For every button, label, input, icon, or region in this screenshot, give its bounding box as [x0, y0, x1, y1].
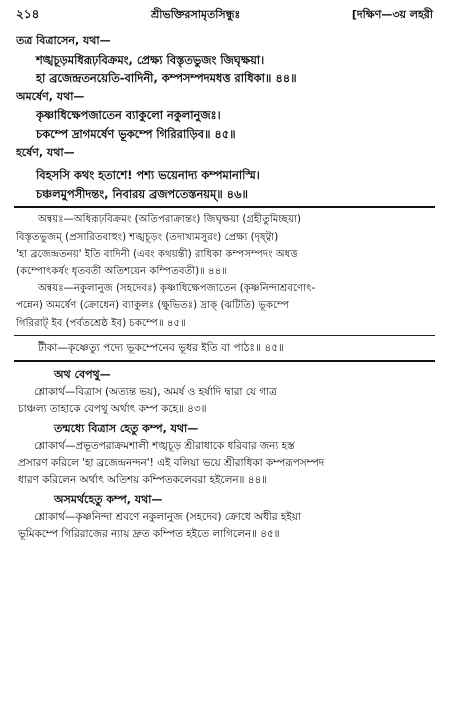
commentary-block [16, 211, 433, 331]
page-number: ২১৪ [16, 7, 40, 21]
running-header [16, 6, 433, 26]
tika-block [16, 339, 433, 357]
verse-block [16, 32, 433, 203]
verse-label: তত্র বিত্রাসেন, যথা— [16, 34, 111, 47]
verse-line: শঙ্খচূড়মধিরূঢ়বিক্রমং, প্রেক্ষ্য বিস্তৃতভুজং জিঘৃক্ষয়া। [36, 52, 265, 67]
translation-line: শ্লোকার্থ—বিত্রাস (অত্যন্ত ভয়), অমর্ষ ও হর্ষাদি দ্বারা যে গাত্র [34, 385, 277, 398]
translation-line: শ্লোকার্থ—প্রভূতপরাক্রমশালী শঙ্খচূড় শ্রীরাধাকে ধরিবার জন্য হস্ত [34, 439, 295, 452]
divider [14, 360, 435, 362]
commentary-line: অন্বয়ঃ—অধিরূঢ়বিক্রমং (অতিপরাক্রান্তং) জিঘৃক্ষয়া (গ্রহীতুমিচ্ছয়া) [38, 214, 301, 226]
translation-line: ভূমিকম্পে গিরিরাজের ন্যায় দ্রুত কম্পিত হইতে লাগিলেন॥ ৪৫॥ [18, 528, 280, 541]
translation-line: প্রসারণ করিলে 'হা ব্রজেন্দ্রনন্দন'! এই বলিয়া ভয়ে শ্রীরাধিকা কম্পরূপসম্পদ [18, 456, 325, 469]
translation-line: ধারণ করিলেন অর্থাৎ অতিশয় কম্পিতকলেবরা হইলেন॥ ৪৪॥ [18, 474, 268, 487]
verse-line: হা ব্রজেন্দ্রতনয়েতি-বাদিনী, কম্পসম্পদমধত্ত রাধিকা॥ ৪৪॥ [36, 71, 297, 86]
translation-heading: অথ বেপথু— [54, 367, 111, 381]
verse-label: হর্ষেণ, যথা— [16, 145, 75, 159]
divider [14, 206, 435, 208]
translation-block [16, 365, 433, 544]
commentary-line: গিরিরাট্ ইব (পর্বতশ্রেষ্ঠ ইব) চকম্পে॥ ৪৫॥ [16, 317, 186, 329]
verse-line: চঞ্চলমুপসীদন্তং, নিবারয় ব্রজপতেস্তনয়ম্॥ ৪৬॥ [36, 186, 248, 201]
book-title: শ্রীভক্তিরসামৃতসিন্ধুঃ [150, 8, 241, 21]
tika-line: টীকা—কৃষ্ণেত্যু পদ্যে ভূকম্পেনেব ভূধর ইতি বা পাঠঃ॥ ৪৫॥ [38, 341, 285, 354]
divider [14, 335, 435, 336]
section-label: [দক্ষিণ—৩য় লহরী [351, 8, 433, 21]
commentary-line: বিস্তৃতভুজম্ (প্রসারিতবাহুং) শঙ্খচূড়ং (তদাখ্যমসুরং) প্রেক্ষ্য (দৃষ্ট্বা) [16, 231, 279, 243]
verse-line: কৃষ্ণাধিক্ষেপজাতেন ব্যাকুলো নকুলানুজঃ। [36, 108, 221, 123]
commentary-line: অন্বয়ঃ—নকুলানুজ (সহদেবঃ) কৃষ্ণাধিক্ষেপজাতেন (কৃষ্ণনিন্দাশ্রবণোৎ- [38, 283, 316, 295]
verse-line: চকম্পে দ্রাগমর্ষেণ ভূকম্পে গিরিরাড়িব॥ ৪৫॥ [36, 126, 236, 141]
commentary-line: 'হা ব্রজেন্দ্রতনয়' ইতি বাদিনী (এবং কথয়ন্তী) রাধিকা কম্পসম্পদং অধত্ত [16, 248, 298, 260]
verse-label: অমর্ষেণ, যথা— [16, 89, 85, 103]
translation-heading: অসমর্থহেতু কম্প, যথা— [54, 492, 163, 506]
translation-heading: তন্মধ্যে বিত্রাস হেতু কম্প, যথা— [54, 421, 199, 435]
commentary-line: পন্নেন) অমর্ষেণ (ক্রোধেন) ব্যাকুলঃ (ক্ষুভিতঃ) দ্রাক্ (ঝটিতি) ভূকম্পে [16, 300, 289, 312]
verse-line: বিহসসি কথং হতাশে! পশ্য ভয়েনাদ্য কম্পমানাস্মি। [36, 168, 260, 183]
translation-line: চাঞ্চল্য তাহাকে বেপথু অর্থাৎ কম্প কহে॥ ৪৩॥ [18, 403, 207, 416]
commentary-line: (কম্পোৎকর্ষং ধৃতবতী অতিশয়েন কম্পিতবতী)॥ ৪৪॥ [16, 265, 228, 277]
translation-line: শ্লোকার্থ—কৃষ্ণনিন্দা শ্রবণে নকুলানুজ (সহদেব) ক্রোধে অধীর হইয়া [34, 510, 301, 523]
